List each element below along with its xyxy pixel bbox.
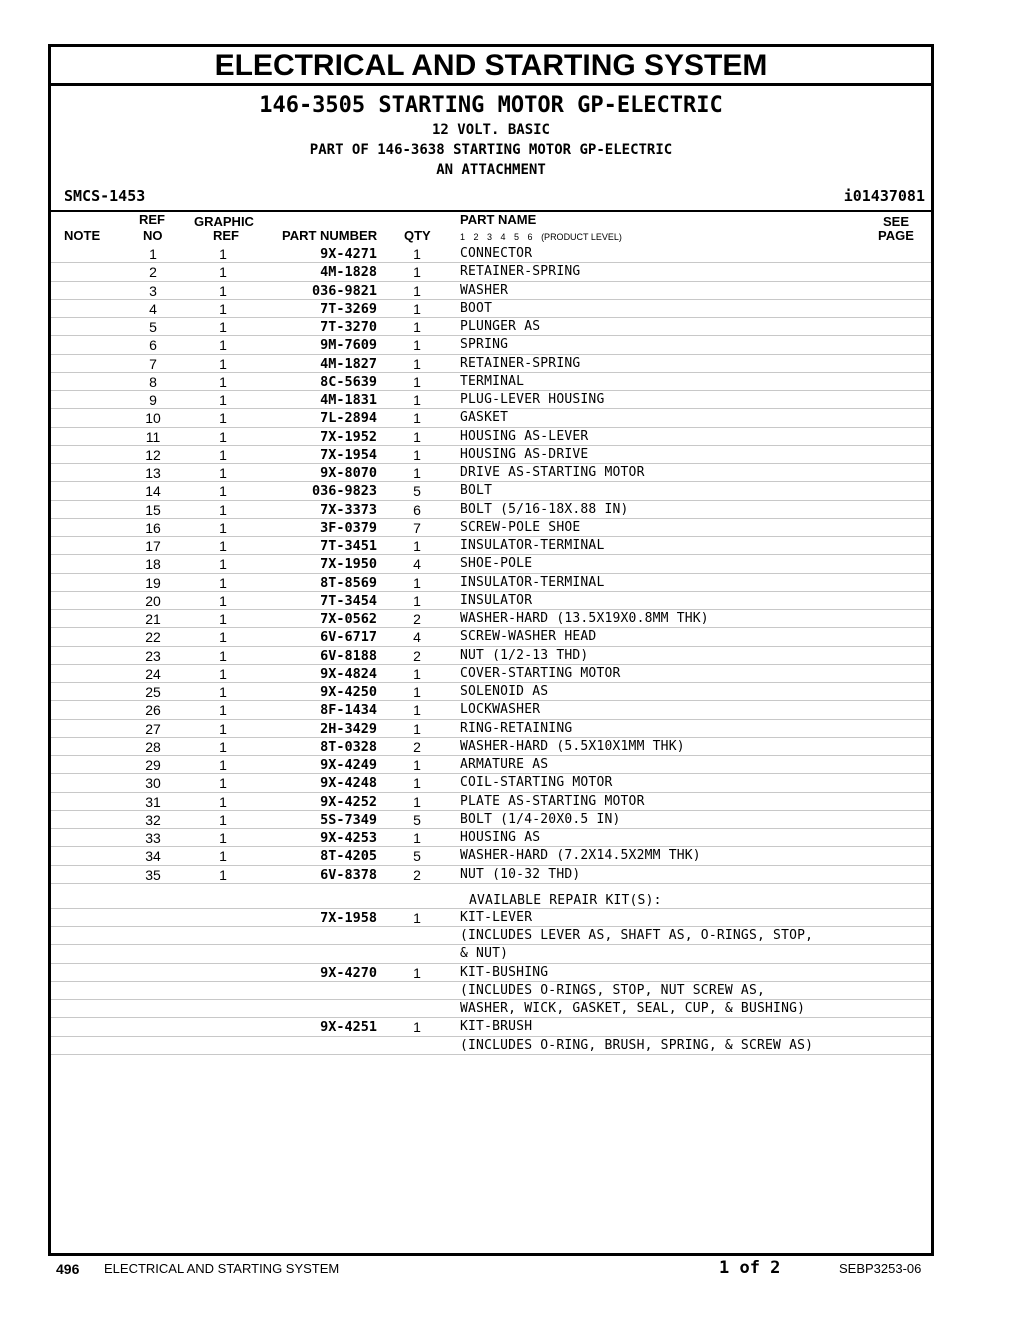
kit-note: (INCLUDES O-RINGS, STOP, NUT SCREW AS,: [460, 982, 766, 998]
part-name: WASHER-HARD (5.5X10X1MM THK): [460, 738, 685, 754]
part-number: 9M-7609: [320, 337, 377, 354]
part-number: 4M-1828: [320, 264, 377, 281]
graphic-ref: 1: [219, 830, 227, 846]
table-row: [51, 829, 931, 847]
table-row: [51, 592, 931, 610]
page-number: 496: [56, 1261, 80, 1277]
col-part-name: PART NAME: [460, 212, 537, 227]
table-row: [51, 720, 931, 738]
graphic-ref: 1: [219, 501, 227, 518]
ref-number: 27: [145, 720, 161, 737]
ref-number: 28: [145, 738, 161, 755]
graphic-ref: 1: [219, 337, 227, 354]
kits-heading-row: [51, 892, 931, 909]
graphic-ref: 1: [219, 702, 227, 719]
kit-quantity: 1: [413, 1019, 421, 1036]
quantity: 7: [413, 519, 421, 536]
table-row: [51, 574, 931, 592]
part-name: HOUSING AS-LEVER: [460, 428, 589, 444]
quantity: 1: [413, 665, 421, 682]
table-row: [51, 555, 931, 573]
part-name: INSULATOR-TERMINAL: [460, 538, 605, 553]
kit-part-number: 7X-1958: [320, 909, 377, 926]
quantity: 1: [413, 282, 421, 299]
part-name: TERMINAL: [460, 373, 525, 389]
ref-number: 31: [145, 793, 161, 810]
part-number: 7T-3451: [320, 538, 377, 554]
quantity: 1: [413, 246, 421, 262]
kit-part-number: 9X-4251: [320, 1019, 377, 1036]
part-name: COIL-STARTING MOTOR: [460, 775, 613, 791]
kit-note: (INCLUDES LEVER AS, SHAFT AS, O-RINGS, STOP,: [460, 928, 814, 943]
ref-number: 25: [145, 684, 161, 700]
part-name: SOLENOID AS: [460, 684, 549, 699]
quantity: 1: [413, 592, 421, 609]
graphic-ref: 1: [219, 757, 227, 773]
part-number: 9X-8070: [320, 465, 377, 481]
part-name: SCREW-WASHER HEAD: [460, 629, 597, 645]
part-name: SPRING: [460, 337, 509, 353]
quantity: 1: [413, 428, 421, 445]
graphic-ref: 1: [219, 811, 227, 828]
part-name: RETAINER-SPRING: [460, 355, 581, 371]
part-number: 8T-0328: [320, 738, 377, 755]
table-row: [51, 774, 931, 792]
table-row: [51, 482, 931, 500]
kit-row: [51, 964, 931, 982]
graphic-ref: 1: [219, 319, 227, 335]
table-row: [51, 409, 931, 427]
table-row: [51, 245, 931, 263]
quantity: 1: [413, 264, 421, 281]
ref-number: 10: [145, 410, 161, 427]
part-name: WASHER: [460, 282, 509, 298]
graphic-ref: 1: [219, 410, 227, 427]
part-number: 036-9821: [311, 282, 377, 299]
quantity: 1: [413, 446, 421, 463]
table-row: [51, 847, 931, 865]
graphic-ref: 1: [219, 665, 227, 682]
col-see-bottom: PAGE: [878, 228, 914, 243]
quantity: 1: [413, 465, 421, 481]
col-graphic-bottom: REF: [213, 228, 239, 243]
quantity: 1: [413, 538, 421, 554]
graphic-ref: 1: [219, 647, 227, 664]
table-row: [51, 428, 931, 446]
table-row: [51, 647, 931, 665]
part-name: LOCKWASHER: [460, 702, 541, 718]
part-name: INSULATOR: [460, 592, 533, 608]
part-number: 036-9823: [311, 483, 377, 500]
graphic-ref: 1: [219, 282, 227, 299]
part-name: COVER-STARTING MOTOR: [460, 665, 621, 681]
part-number: 4M-1831: [320, 392, 377, 408]
kit-note-row: [51, 982, 931, 1000]
table-row: [51, 866, 931, 884]
part-number: 6V-8378: [320, 866, 377, 883]
quantity: 1: [413, 319, 421, 335]
graphic-ref: 1: [219, 446, 227, 463]
page-of: 1 of 2: [719, 1258, 781, 1278]
kit-row: [51, 1018, 931, 1036]
table-row: [51, 756, 931, 774]
table-row: [51, 701, 931, 719]
graphic-ref: 1: [219, 538, 227, 554]
graphic-ref: 1: [219, 629, 227, 646]
graphic-ref: 1: [219, 574, 227, 591]
quantity: 1: [413, 757, 421, 773]
ref-number: 23: [145, 647, 161, 664]
part-number: 7X-0562: [320, 611, 377, 627]
kit-name: KIT-BUSHING: [460, 964, 549, 980]
table-row: [51, 683, 931, 701]
ref-number: 15: [145, 501, 161, 518]
kit-note-row: [51, 1000, 931, 1018]
ref-number: 22: [145, 629, 161, 646]
ref-number: 20: [145, 592, 161, 609]
part-name: GASKET: [460, 410, 509, 426]
product-level-label: (PRODUCT LEVEL): [541, 232, 622, 242]
part-name: PLUG-LEVER HOUSING: [460, 392, 605, 407]
quantity: 1: [413, 830, 421, 846]
part-name: DRIVE AS-STARTING MOTOR: [460, 465, 645, 480]
kits-heading: AVAILABLE REPAIR KIT(S):: [469, 892, 662, 908]
quantity: 2: [413, 647, 421, 664]
part-number: 7L-2894: [320, 410, 377, 427]
graphic-ref: 1: [219, 355, 227, 372]
table-row: [51, 263, 931, 281]
quantity: 1: [413, 684, 421, 700]
table-row: [51, 336, 931, 354]
part-name: PLATE AS-STARTING MOTOR: [460, 793, 645, 809]
ref-number: 29: [145, 757, 161, 773]
graphic-ref: 1: [219, 556, 227, 573]
quantity: 5: [413, 811, 421, 828]
table-row: [51, 300, 931, 318]
graphic-ref: 1: [219, 373, 227, 390]
col-product-level: [460, 232, 622, 242]
table-row: [51, 738, 931, 756]
section-title: ELECTRICAL AND STARTING SYSTEM: [51, 47, 931, 86]
graphic-ref: 1: [219, 465, 227, 481]
part-number: 9X-4252: [320, 793, 377, 810]
ref-number: 35: [145, 866, 161, 883]
ref-number: 24: [145, 665, 161, 682]
table-row: [51, 811, 931, 829]
quantity: 1: [413, 574, 421, 591]
quantity: 1: [413, 392, 421, 408]
part-name: HOUSING AS: [460, 830, 541, 845]
ref-number: 14: [145, 483, 161, 500]
kit-note: & NUT): [460, 946, 509, 962]
table-row: [51, 793, 931, 811]
part-number: 9X-4250: [320, 684, 377, 700]
quantity: 1: [413, 373, 421, 390]
footer-section: ELECTRICAL AND STARTING SYSTEM: [104, 1261, 340, 1276]
table-row: [51, 665, 931, 683]
part-name: RING-RETAINING: [460, 720, 573, 736]
part-number: 7T-3454: [320, 592, 377, 609]
col-ref-bottom: NO: [143, 228, 163, 243]
part-number: 9X-4249: [320, 757, 377, 773]
graphic-ref: 1: [219, 392, 227, 408]
part-number: 9X-4271: [320, 246, 377, 262]
part-number: 7T-3269: [320, 300, 377, 317]
col-ref-top: REF: [139, 212, 165, 227]
part-number: 3F-0379: [320, 519, 377, 536]
part-name: PLUNGER AS: [460, 319, 541, 334]
quantity: 2: [413, 866, 421, 883]
table-row: [51, 464, 931, 482]
col-part-number: PART NUMBER: [282, 228, 378, 243]
part-name: SHOE-POLE: [460, 556, 533, 572]
ref-number: 7: [149, 355, 157, 372]
table-row: [51, 519, 931, 537]
quantity: 1: [413, 337, 421, 354]
quantity: 4: [413, 556, 421, 573]
page-frame: [48, 44, 934, 1256]
parts-list: [51, 245, 931, 1055]
ref-number: 6: [149, 337, 157, 354]
graphic-ref: 1: [219, 264, 227, 281]
ref-number: 1: [149, 246, 157, 262]
graphic-ref: 1: [219, 428, 227, 445]
part-number: 9X-4248: [320, 775, 377, 792]
illustration-id: i01437081: [843, 187, 925, 205]
kit-row: [51, 909, 931, 927]
part-number: 7X-1952: [320, 428, 377, 445]
part-name: BOOT: [460, 300, 493, 316]
ref-number: 4: [149, 300, 157, 317]
kit-name: KIT-BRUSH: [460, 1019, 533, 1035]
kit-name: KIT-LEVER: [460, 909, 533, 925]
graphic-ref: 1: [219, 720, 227, 737]
group-subtitle: 12 VOLT. BASIC: [431, 122, 550, 138]
quantity: 1: [413, 355, 421, 372]
part-name: WASHER-HARD (13.5X19X0.8MM THK): [460, 611, 709, 626]
ref-number: 13: [145, 465, 161, 481]
quantity: 5: [413, 483, 421, 500]
col-see-top: SEE: [883, 214, 910, 229]
kit-part-number: 9X-4270: [320, 964, 377, 981]
graphic-ref: 1: [219, 300, 227, 317]
table-row: [51, 373, 931, 391]
ref-number: 11: [145, 428, 161, 445]
quantity: 1: [413, 300, 421, 317]
part-name: RETAINER-SPRING: [460, 264, 581, 280]
ref-number: 16: [145, 519, 161, 536]
product-level-numbers: 1 2 3 4 5 6: [460, 232, 533, 242]
part-name: INSULATOR-TERMINAL: [460, 574, 605, 590]
kit-note: WASHER, WICK, GASKET, SEAL, CUP, & BUSHING): [460, 1001, 806, 1016]
group-title: 146-3505 STARTING MOTOR GP-ELECTRIC: [259, 93, 723, 118]
row-spacer: [51, 884, 931, 892]
quantity: 6: [413, 501, 421, 518]
table-row: [51, 610, 931, 628]
graphic-ref: 1: [219, 611, 227, 627]
quantity: 2: [413, 611, 421, 627]
col-qty: QTY: [404, 228, 431, 243]
table-row: [51, 391, 931, 409]
quantity: 2: [413, 738, 421, 755]
graphic-ref: 1: [219, 592, 227, 609]
graphic-ref: 1: [219, 684, 227, 700]
table-row: [51, 628, 931, 646]
ref-number: 21: [145, 611, 161, 627]
smcs-code: SMCS-1453: [64, 187, 146, 205]
part-number: 2H-3429: [320, 720, 377, 737]
ref-number: 12: [145, 446, 161, 463]
ref-number: 34: [145, 848, 161, 865]
part-name: BOLT: [460, 483, 493, 499]
kit-note-row: [51, 1037, 931, 1055]
ref-number: 3: [149, 282, 157, 299]
graphic-ref: 1: [219, 866, 227, 883]
part-name: ARMATURE AS: [460, 757, 549, 772]
graphic-ref: 1: [219, 793, 227, 810]
part-number: 8T-4205: [320, 848, 377, 865]
ref-number: 19: [145, 574, 161, 591]
part-number: 7X-3373: [320, 501, 377, 518]
part-number: 6V-6717: [320, 629, 377, 646]
part-number: 4M-1827: [320, 355, 377, 372]
graphic-ref: 1: [219, 738, 227, 755]
table-row: [51, 355, 931, 373]
document-id: SEBP3253-06: [839, 1261, 922, 1276]
part-number: 5S-7349: [320, 811, 377, 828]
table-row: [51, 318, 931, 336]
ref-number: 32: [145, 811, 161, 828]
graphic-ref: 1: [219, 775, 227, 792]
ref-number: 33: [145, 830, 161, 846]
table-row: [51, 537, 931, 555]
kit-note: (INCLUDES O-RING, BRUSH, SPRING, & SCREW AS): [460, 1037, 814, 1053]
quantity: 1: [413, 410, 421, 427]
quantity: 1: [413, 702, 421, 719]
part-number: 8F-1434: [320, 702, 377, 719]
part-name: NUT (10-32 THD): [460, 866, 581, 882]
graphic-ref: 1: [219, 519, 227, 536]
part-name: NUT (1/2-13 THD): [460, 647, 589, 663]
quantity: 1: [413, 793, 421, 810]
kit-quantity: 1: [413, 964, 421, 981]
quantity: 1: [413, 720, 421, 737]
ref-number: 30: [145, 775, 161, 792]
part-number: 8T-8569: [320, 574, 377, 591]
part-name: HOUSING AS-DRIVE: [460, 446, 589, 462]
part-name: BOLT (1/4-20X0.5 IN): [460, 811, 621, 827]
part-number: 7T-3270: [320, 319, 377, 335]
ref-number: 18: [145, 556, 161, 573]
group-attachment: AN ATTACHMENT: [436, 162, 546, 178]
col-graphic-top: GRAPHIC: [194, 214, 254, 229]
part-name: SCREW-POLE SHOE: [460, 519, 581, 535]
graphic-ref: 1: [219, 483, 227, 500]
quantity: 1: [413, 775, 421, 792]
ref-number: 26: [145, 702, 161, 719]
kit-note-row: [51, 927, 931, 945]
quantity: 5: [413, 848, 421, 865]
graphic-ref: 1: [219, 848, 227, 865]
ref-number: 8: [149, 373, 157, 390]
part-number: 7X-1950: [320, 556, 377, 573]
kit-note-row: [51, 945, 931, 963]
part-name: BOLT (5/16-18X.88 IN): [460, 501, 629, 517]
part-number: 9X-4824: [320, 665, 377, 682]
ref-number: 9: [149, 392, 157, 408]
group-parent: PART OF 146-3638 STARTING MOTOR GP-ELECTRIC: [309, 142, 673, 158]
table-row: [51, 446, 931, 464]
table-row: [51, 282, 931, 300]
part-name: WASHER-HARD (7.2X14.5X2MM THK): [460, 848, 701, 864]
part-number: 6V-8188: [320, 647, 377, 664]
part-name: CONNECTOR: [460, 246, 533, 261]
part-number: 9X-4253: [320, 830, 377, 846]
kit-quantity: 1: [413, 909, 421, 926]
table-row: [51, 501, 931, 519]
col-note: NOTE: [64, 228, 101, 243]
part-number: 8C-5639: [320, 373, 377, 390]
quantity: 4: [413, 629, 421, 646]
ref-number: 2: [149, 264, 157, 281]
ref-number: 5: [149, 319, 157, 335]
graphic-ref: 1: [219, 246, 227, 262]
ref-number: 17: [145, 538, 161, 554]
part-number: 7X-1954: [320, 446, 377, 463]
